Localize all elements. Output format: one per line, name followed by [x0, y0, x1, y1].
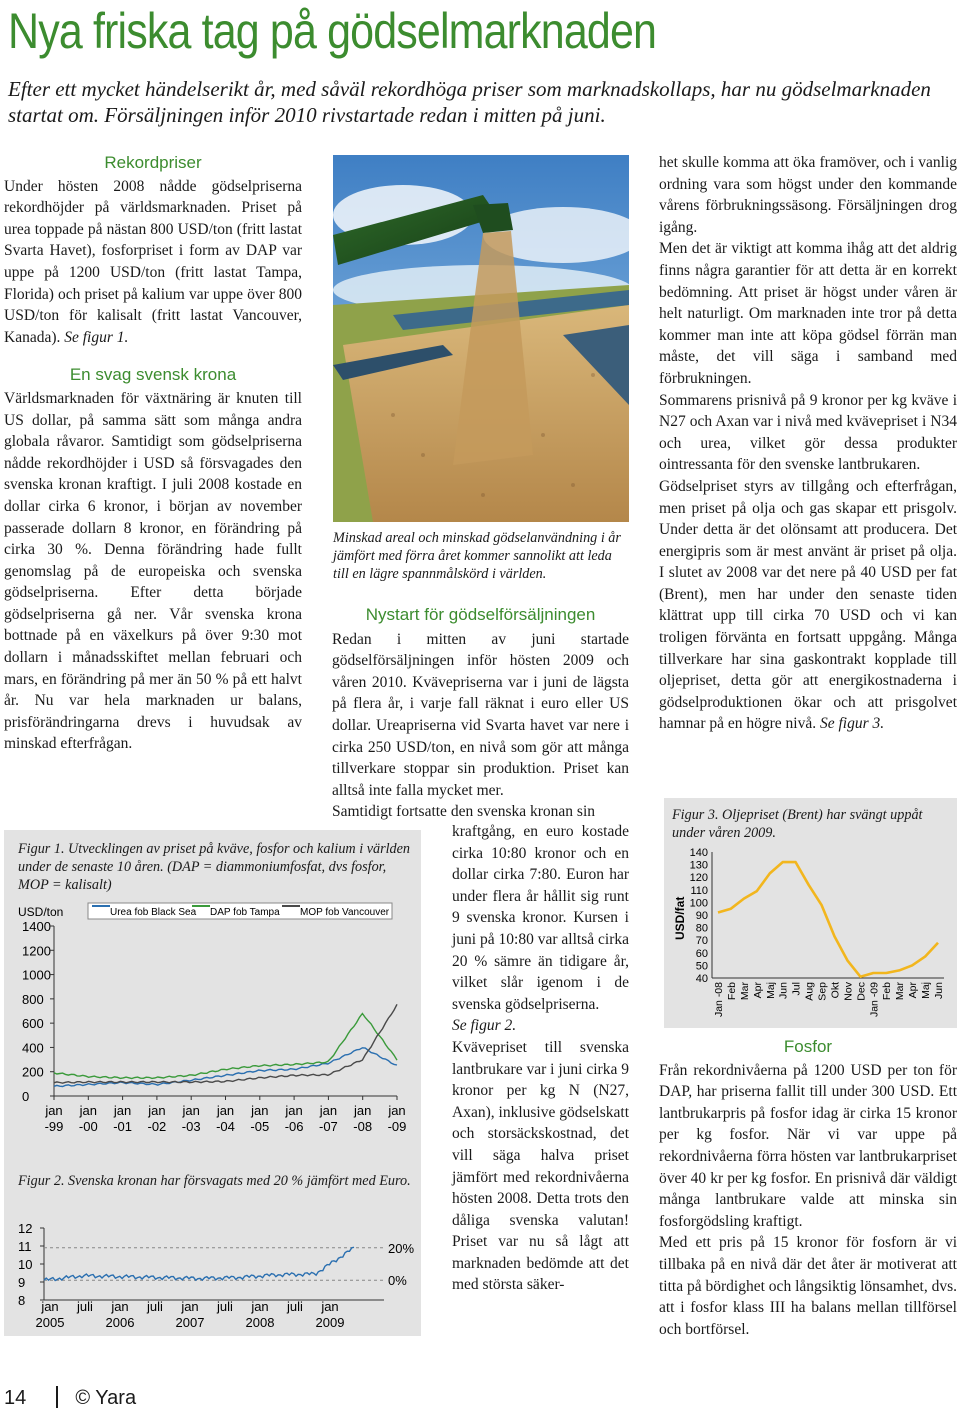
paragraph: Världsmarknaden för växtnäring är knuten till US dollar, på samma sätt som många andra globala råvaror. Samtidigt som gödselpriserna nådde rekordhöjder i USD så försvagades den svenska kronan kraftigt. I juli 2008 kostade en dollar cirka 6 kronor, i början av november passerade dollarn 8 kronor, en förändring på cirka 30 %. Denna förändring hade fullt genomslag på de europeiska och svenska gödselpriserna. Efter detta började gödselpriserna gå ner. Vår svenska krona bottnade på en växelkurs på över 9:30 mot dollarn i månadsskiftet mellan februari och mars, en förändring på mer än 50 % på ett halvt år. Nu var hela marknaden ur balans, prisförändringarna drevs i huvudsak av minskad efterfrågan. [4, 389, 302, 753]
x-tick-label: Feb [725, 982, 738, 1001]
x-tick-label: 2005 [35, 1315, 65, 1330]
lead-paragraph: Efter ett mycket händelserikt år, med såväl rekordhöga priser som marknadskollaps, har nu gödselmarknaden startat om. Försäljningen inför 2010 rivstartade redan i mitten på juni. [8, 77, 931, 127]
footer-brand: © Yara [75, 1387, 137, 1409]
y-tick-label: 110 [690, 884, 708, 897]
x-tick-label: jan [79, 1103, 97, 1118]
column-1 [4, 152, 302, 755]
y-tick-label: 9 [18, 1275, 26, 1290]
y-unit-label: USD/ton [18, 905, 64, 919]
figure-ref: Se figur 1. [64, 328, 129, 346]
figure-3-svg [664, 840, 957, 1028]
y-tick-label: 100 [689, 897, 708, 910]
x-tick-label: -04 [216, 1119, 235, 1134]
y-tick-label: 10 [18, 1257, 33, 1272]
x-tick-label: -06 [284, 1119, 304, 1134]
x-tick-label: juli [77, 1299, 93, 1314]
x-tick-label: Jan -09 [868, 982, 881, 1018]
footer [4, 1386, 136, 1410]
x-tick-label: -00 [78, 1119, 98, 1134]
x-tick-label: juli [287, 1299, 303, 1314]
y-tick-label: 90 [695, 910, 708, 922]
x-tick-label: 2009 [315, 1315, 345, 1330]
x-tick-label: -99 [44, 1119, 64, 1134]
y-tick-label: 130 [689, 859, 708, 872]
paragraph: het skulle komma att öka framöver, och i vanlig ordning vara som högst under den kommande vårens förbrukningssäsong. Försäljningen drog igång. [659, 154, 957, 236]
figure-1-chart [4, 898, 421, 1143]
series-line-3 [54, 1004, 397, 1083]
x-tick-label: jan [354, 1103, 372, 1118]
x-tick-label: Jun [933, 982, 945, 999]
figure-ref: Se figur 2. [452, 1017, 517, 1035]
paragraph: Redan i mitten av juni startade gödselförsäljningen inför hösten 2009 och våren 2010. Kvävepriserna var i juni de lägsta på flera år, i varje fall räknat i euro eller US dollar. Ureapriserna vid Svarta havet var nere i cirka 250 USD/ton, en nivå som gör att många tillverkare stoppar sin produktion. Priset kan alltså inte falla mycket mer. [332, 630, 629, 799]
x-tick-label: jan [321, 1299, 339, 1314]
x-tick-label: Jan -08 [713, 982, 725, 1018]
x-tick-label: Maj [920, 982, 933, 999]
page-number: 14 [4, 1387, 27, 1409]
page-title: Nya friska tag på gödselmarknaden [8, 3, 657, 59]
x-tick-label: jan [285, 1103, 303, 1118]
x-tick-label: Feb [881, 982, 894, 1001]
y-tick-label: 80 [695, 922, 708, 935]
series-line-2 [54, 1014, 397, 1079]
x-tick-label: Apr [751, 982, 764, 999]
y-axis-label: USD/fat [673, 896, 687, 940]
x-tick-label: juli [147, 1299, 163, 1314]
column-2-narrow [452, 821, 629, 1296]
footer-divider [56, 1386, 58, 1408]
x-tick-label: jan [45, 1103, 63, 1118]
paragraph: Under hösten 2008 nådde gödselpriserna rekordhöjder på världsmarknaden. Priset på urea toppade på nästan 800 USD/ton (fritt lastat Svarta Havet), fosforpriset i form av DAP var uppe på 1200 USD/ton (fritt lastat Tampa, Florida) och priset på kalium var uppe över 800 USD/ton för kalisalt (fritt lastat Vancouver, Kanada). Se figur 1. [4, 177, 302, 346]
x-tick-label: juli [217, 1299, 233, 1314]
y-tick-label: 11 [18, 1239, 32, 1254]
y-tick-label: 8 [18, 1293, 26, 1308]
legend-label: DAP fob Tampa [210, 907, 280, 918]
x-tick-label: 2008 [245, 1315, 275, 1330]
grain-harvest-photo [333, 155, 629, 522]
y-tick-label: 200 [22, 1064, 44, 1080]
x-tick-label: jan [181, 1299, 199, 1314]
column-3 [659, 152, 957, 735]
figure-3-caption: Figur 3. Oljepriset (Brent) har svängt uppåt under våren 2009. [672, 807, 923, 841]
x-tick-label: Jul [790, 982, 803, 996]
paragraph: Samtidigt fortsatte den svenska kronan sin [332, 803, 596, 821]
x-tick-label: -02 [147, 1119, 167, 1134]
x-tick-label: jan [388, 1103, 406, 1118]
x-tick-label: Apr [907, 982, 920, 999]
x-tick-label: Mar [738, 982, 751, 1001]
x-tick-label: jan [113, 1103, 132, 1118]
heading-svag-krona: En svag svensk krona [69, 365, 237, 385]
reference-label: 20% [388, 1240, 415, 1256]
figure-3-chart [664, 840, 957, 1033]
y-tick-label: 800 [22, 991, 44, 1007]
figure-2-chart [4, 1216, 421, 1339]
heading-nystart: Nystart för gödselförsäljningen [365, 605, 596, 624]
figure-1-svg [4, 898, 421, 1138]
paragraph: Kvävepriset till svenska lantbrukare var i juni cirka 9 kronor per kg N (N27, Axan), inklusive gödselskatt och storsäckskostnad, det vill säga halva priset jämfört med rekordnivåerna hösten 2008. Detta trots den dåliga svenska valutan! Priset var nu så lågt att marknaden bedömde att det med största säker- [452, 1038, 629, 1294]
paragraph: Från rekordnivåerna på 1200 USD per ton för DAP, har priserna fallit till under 300 USD. Ett lantbrukarpris på fosfor idag är cirka 15 kronor per kg fosfor. När vi var uppe på rekordnivåerna förra hösten var lantbrukarpriset över 40 kr per kg fosfor. En prisnivå där väldigt många lantbrukare valde att minska sin fosforgödsling kraftigt. [659, 1061, 957, 1230]
y-tick-label: 12 [18, 1221, 33, 1236]
x-tick-label: -07 [319, 1119, 338, 1134]
x-tick-label: jan [319, 1103, 338, 1118]
x-tick-label: -09 [387, 1119, 407, 1134]
figure-ref: Se figur 3. [819, 715, 885, 733]
x-tick-label: jan [148, 1103, 166, 1118]
x-tick-label: Maj [764, 982, 777, 999]
x-tick-label: -08 [353, 1119, 373, 1134]
y-tick-label: 600 [22, 1016, 44, 1032]
paragraph: Men det är viktigt att komma ihåg att det aldrig finns några garantier för att detta är en korrekt bedömning. Att priset är högst under våren är helt naturligt. Om marknaden inte tror på detta kommer man inte att köpa gödsel förrän man måste, det vill säga i samband med förbrukningen. [659, 240, 957, 387]
x-tick-label: Sep [816, 982, 829, 1001]
series-line-brent [718, 862, 938, 977]
x-tick-label: Aug [803, 982, 816, 1001]
figure-2-svg [4, 1216, 421, 1334]
photo-caption: Minskad areal och minskad gödselanvändning i år jämfört med förra året kommer sannolikt att leda till en lägre spannmålskörd i världen. [333, 530, 621, 582]
y-tick-label: 140 [689, 847, 708, 859]
x-tick-label: jan [111, 1299, 129, 1314]
legend-label: Urea fob Black Sea [110, 907, 197, 918]
x-tick-label: Mar [894, 982, 907, 1001]
x-tick-label: jan [216, 1103, 235, 1118]
x-tick-label: Jun [777, 982, 790, 999]
y-tick-label: 1000 [22, 967, 51, 983]
y-tick-label: 70 [695, 935, 708, 948]
y-tick-label: 120 [689, 872, 708, 885]
legend-label: MOP fob Vancouver [300, 907, 390, 918]
x-tick-label: jan [182, 1103, 200, 1118]
paragraph: Med ett pris på 15 kronor för fosforn är vi tillbaka på en nivå där det åter är motiverat att titta på bördighet och långsiktig lönsamhet, dvs. att i fosfor klass III ha balans mellan tillförsel och bortförsel. [659, 1234, 957, 1338]
y-tick-label: 50 [695, 960, 708, 973]
x-tick-label: jan [251, 1299, 269, 1314]
reference-label: 0% [388, 1273, 407, 1289]
figure-1-caption: Figur 1. Utvecklingen av priset på kväve, fosfor och kalium i världen under de senaste 10 åren. (DAP = diammoniumfosfat, dvs fosfor, MOP = kalisalt) [18, 841, 411, 893]
y-tick-label: 1400 [22, 919, 51, 934]
x-tick-label: 2006 [105, 1315, 135, 1330]
heading-fosfor: Fosfor [783, 1037, 833, 1056]
x-tick-label: 2007 [175, 1315, 205, 1330]
x-tick-label: jan [41, 1299, 59, 1314]
column-3-bottom [659, 1036, 957, 1340]
x-tick-label: -03 [181, 1119, 201, 1134]
y-tick-label: 60 [695, 947, 708, 960]
x-tick-label: -01 [113, 1119, 132, 1134]
x-tick-label: -05 [250, 1119, 270, 1134]
paragraph: kraftgång, en euro kostade cirka 10:80 kronor och en dollar cirka 7:80. Euron har under flera år hållit sig runt 9 svenska kronor. Kursen i juni på 10:80 var alltså cirka 20 % sämre än tidigare år, vilket slår igenom i de svenska gödselpriserna. [452, 823, 629, 1013]
x-tick-label: jan [251, 1103, 269, 1118]
x-tick-label: Nov [842, 982, 855, 1001]
paragraph: Gödselpriset styrs av tillgång och efterfrågan, men priset på olja och gas skapar ett prisgolv. Under detta är det olönsamt att producera. Det energipris som är mest använt är priset på olja. I slutet av 2008 var det nere på 40 USD per fat (Brent), men har under den senaste tiden klättrat upp till cirka 70 USD och vi kan troligen förvänta en fortsatt uppgång. Många tillverkare har sina gaskontrakt kopplade till oljepriset, detta gör att energikostnaderna i gödselproduktionen ökar och att prisgolvet hamnar på en högre nivå. Se figur 3. [659, 477, 957, 733]
x-tick-label: Dec [855, 982, 868, 1001]
column-2 [332, 604, 629, 823]
y-tick-label: 1200 [22, 943, 51, 959]
heading-rekordpriser: Rekordpriser [104, 153, 202, 172]
series-line-sek-eur [44, 1247, 354, 1280]
y-tick-label: 0 [22, 1089, 30, 1104]
y-tick-label: 40 [695, 973, 708, 985]
x-tick-label: Okt [829, 982, 842, 999]
y-tick-label: 400 [22, 1040, 44, 1056]
figure-2-caption: Figur 2. Svenska kronan har försvagats med 20 % jämfört med Euro. [18, 1173, 411, 1189]
paragraph: Sommarens prisnivå på 9 kronor per kg kväve i N27 och Axan var i nivå med kvävepriset i N34 och urea, vilket gör dessa produkter ointressanta för den svenske lantbrukaren. [659, 391, 957, 474]
